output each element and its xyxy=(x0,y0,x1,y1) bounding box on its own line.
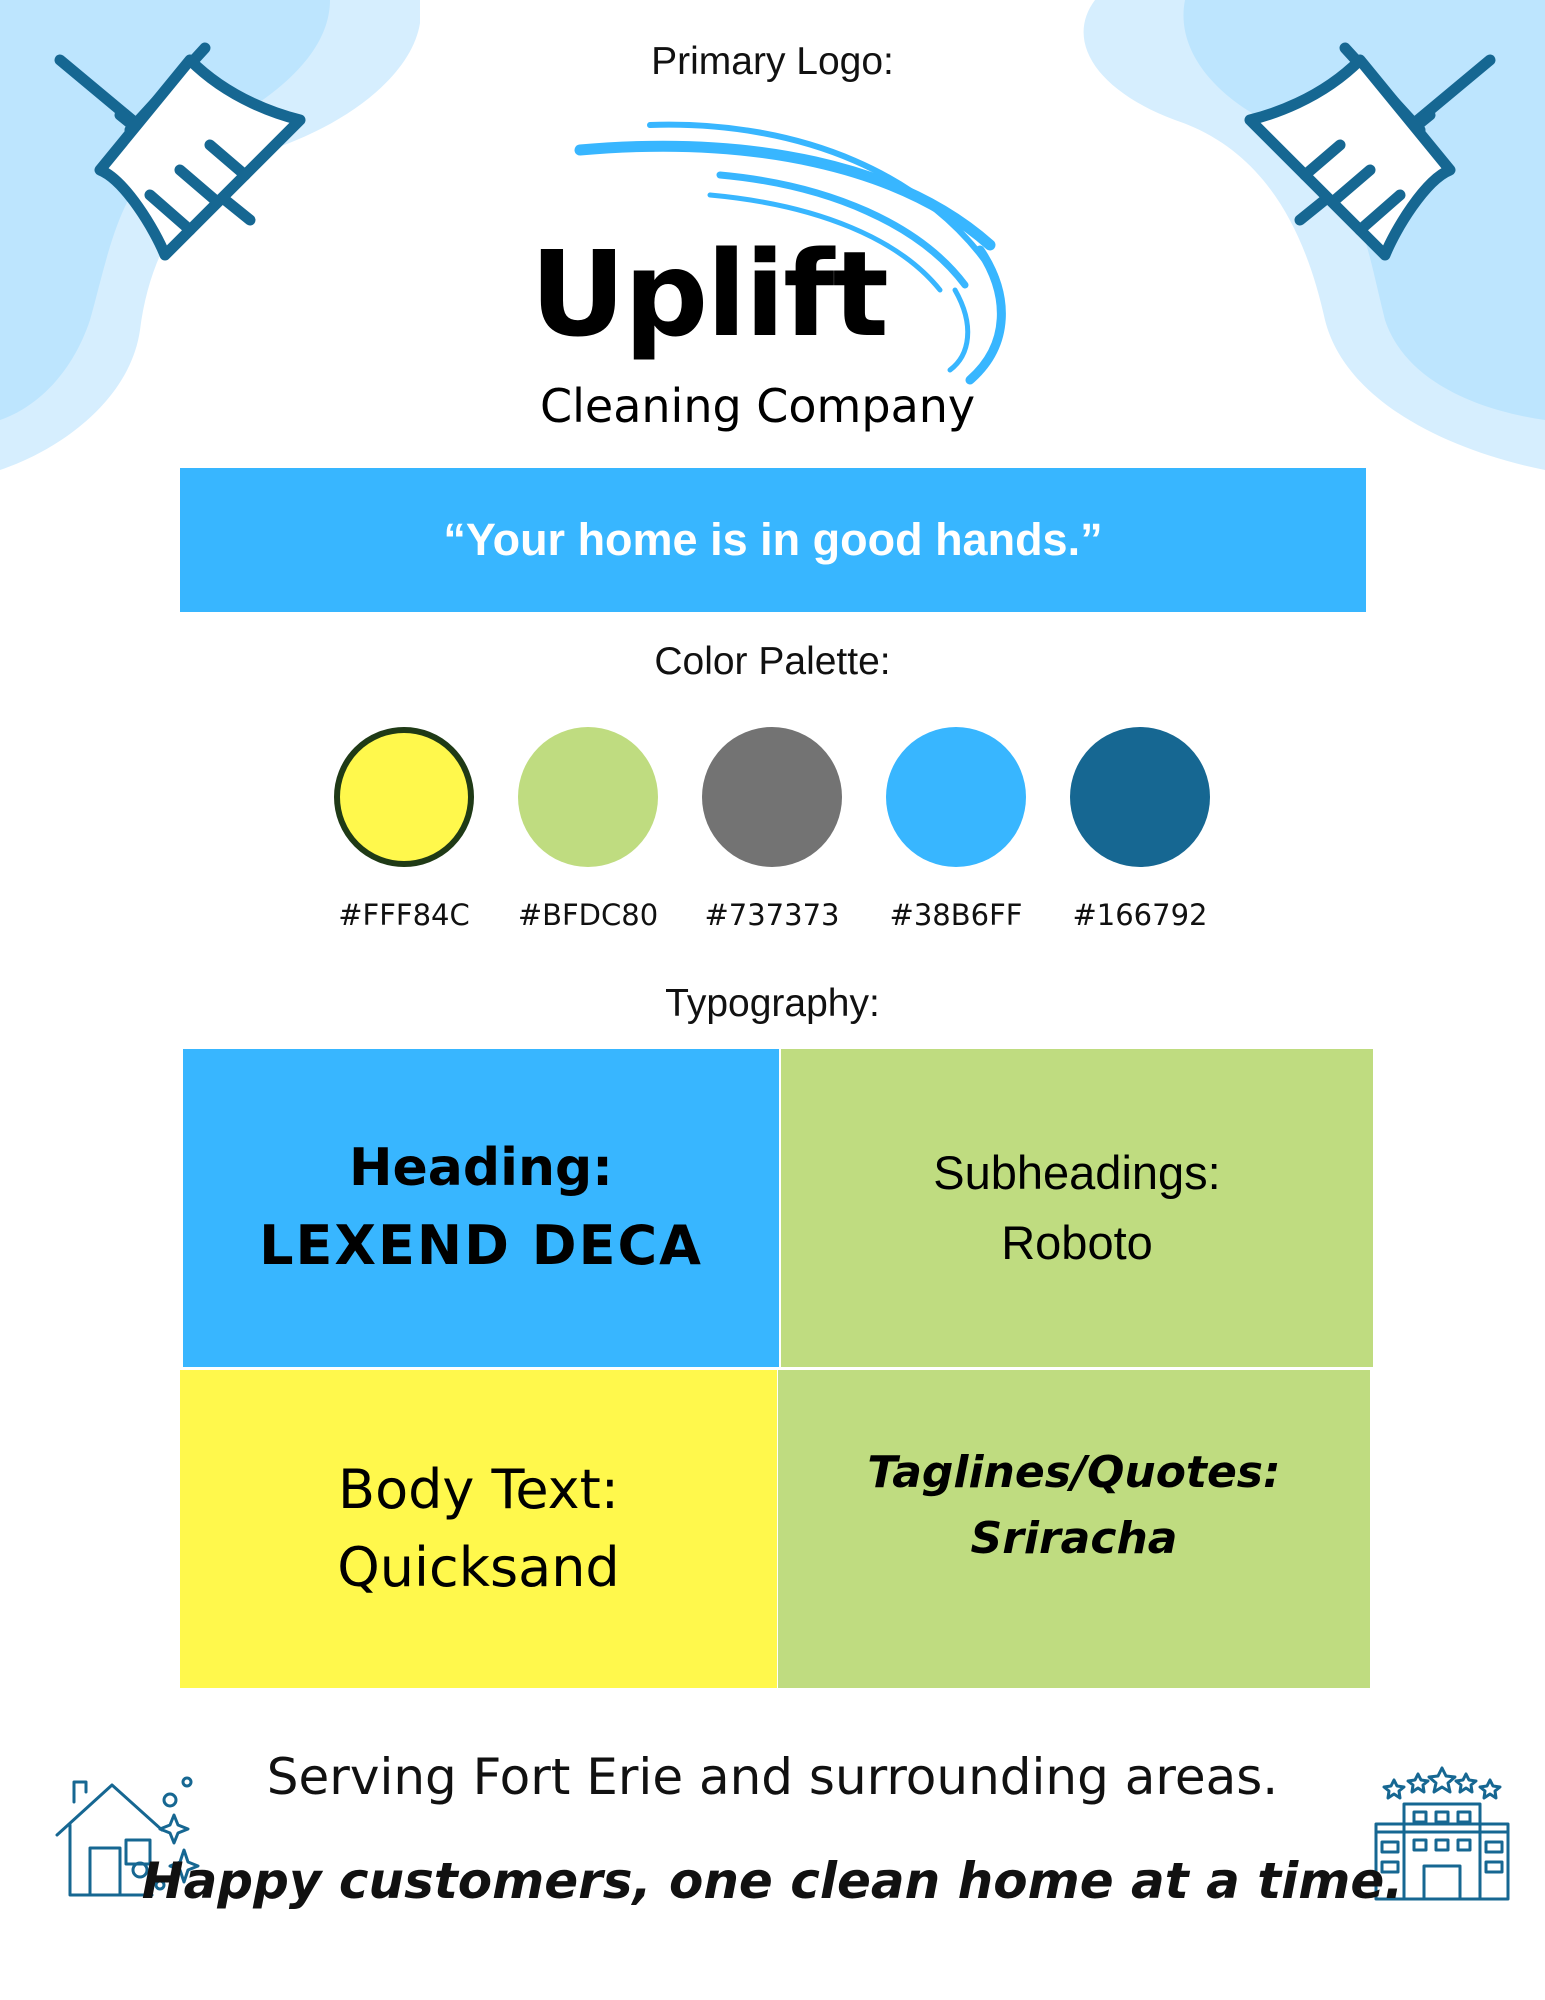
color-swatch-gray xyxy=(702,727,842,867)
color-palette-label: Color Palette: xyxy=(654,640,891,683)
hex-code: #166792 xyxy=(1072,898,1208,932)
typography-tagline-cell xyxy=(778,1370,1370,1688)
primary-logo-label: Primary Logo: xyxy=(651,40,894,83)
tagline-font: Sriracha xyxy=(970,1513,1178,1564)
subheading-label: Subheadings: xyxy=(933,1145,1221,1199)
tagline-text: “Your home is in good hands.” xyxy=(443,514,1103,565)
hex-code: #737373 xyxy=(704,898,840,932)
logo-wordmark: Uplift xyxy=(530,225,887,363)
typography-heading-cell xyxy=(183,1049,779,1367)
color-swatch-dark-blue xyxy=(1070,727,1210,867)
color-swatch-green xyxy=(518,727,658,867)
color-swatch-light-blue xyxy=(886,727,1026,867)
heading-label: Heading: xyxy=(349,1138,613,1199)
hex-code: #38B6FF xyxy=(889,898,1023,932)
typography-label: Typography: xyxy=(665,982,880,1025)
logo-subtitle: Cleaning Company xyxy=(540,379,976,433)
typography-body-cell xyxy=(180,1370,777,1688)
tagline-font-label: Taglines/Quotes: xyxy=(867,1447,1281,1498)
color-swatch-yellow xyxy=(334,727,474,867)
body-label: Body Text: xyxy=(338,1457,619,1521)
hex-code: #FFF84C xyxy=(338,898,470,932)
heading-font: LEXEND DECA xyxy=(259,1213,703,1277)
slogan-text: Happy customers, one clean home at a time. xyxy=(141,1852,1404,1910)
typography-subheading-cell xyxy=(781,1049,1373,1367)
tagline-banner xyxy=(180,468,1366,612)
service-area-text: Serving Fort Erie and surrounding areas. xyxy=(266,1748,1279,1806)
subheading-font: Roboto xyxy=(1001,1216,1153,1269)
hex-code: #BFDC80 xyxy=(517,898,659,932)
body-font: Quicksand xyxy=(337,1536,620,1599)
